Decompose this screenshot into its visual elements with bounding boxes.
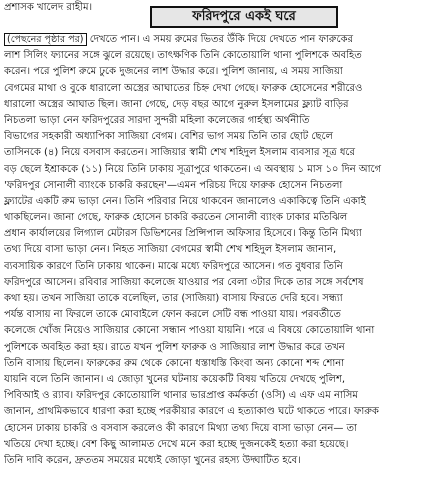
article-line: ফরিদপুরে আসেন। রবিবার সাজিয়া কলেজে যাওয়ার পর বেলা ৩টার দিকে তার সঙ্গে সর্বশেষ — [4, 276, 364, 288]
article-line: পুলিশকে অবহিত করা হয়। রাতে যখন পুলিশ ফারুক ও সাজিয়ার লাশ উদ্ধার করে তখন — [4, 341, 345, 353]
article-line: থাকছিলেন। জানা গেছে, ফারুক হোসেন চাকরি করতেন সোনালী ব্যাংক ঢাকার মতিঝিল — [4, 212, 348, 224]
byline: প্রশাসক খালেদ রাহীম। — [4, 2, 93, 13]
article-line: তাসিনকে (৪) নিয়ে বসবাস করতেন। সাজিয়ার স্বামী শেখ শহিদুল ইসলাম ব্যবসার সূত্র ধরে — [4, 147, 355, 159]
article-line-text: দেখতে পান। এ সময় রুমের ভিতর উঁকি দিয়ে দেখতে পান ফারুকের — [86, 34, 353, 45]
article-line: ধারালো অস্ত্রের আঘাত ছিল। জানা গেছে, দেড় বছর আগে নুরুল ইসলামের ফ্ল্যাট বাড়ির — [4, 98, 349, 110]
article-line: বড় ছেলে ইশ্রাককে (১১) নিয়ে তিনি ঢাকায় সূত্রাপুরে থাকতেন। এ অবস্থায় ১ মাস ১০ দিন আগে — [4, 163, 382, 175]
article-line: ব্যবসায়িক কারণে তিনি ঢাকায় থাকেন। মাঝে মধ্যে ফরিদপুরে আসেন। গত বুধবার তিনি — [4, 260, 343, 272]
article-line: জানান, প্রাথমিকভাবে ধারণা করা হচ্ছে পরকীয়ার কারণে এ হত্যাকাণ্ড ঘটে থাকতে পারে। ফারুক — [4, 406, 379, 418]
article-line: বিভাগের সহকারী অধ্যাপিকা সাজিয়া বেগম। বেশির ভাগ সময় তিনি তার ছোট ছেলে — [4, 131, 333, 143]
article-line: তিনি দাবি করেন, দ্রুততম সময়ের মধ্যেই জোড়া খুনের রহস্য উদ্ঘাটিত হবে। — [4, 454, 301, 466]
article-line: লাশ সিলিং ফ্যানের সঙ্গে ঝুলে রয়েছে। তাৎক্ষণিক তিনি কোতোয়ালি থানা পুলিশকে অবহিত — [4, 50, 362, 62]
article-line: বেগমের মাথা ও বুকে ধারালো অস্ত্রের আঘাতের চিহ্ন দেখা গেছে। ফারুক হোসেনের শরীরেও — [4, 82, 363, 94]
article-line: নিচতলা ভাড়া নেন ফরিদপুরের সারদা সুন্দরী মহিলা কলেজের গার্হস্থ্য অর্থনীতি — [4, 114, 310, 126]
article-line: পর্যন্ত বাসায় না ফিরলে তাকে মোবাইলে ফোন করলে সেটি বন্ধ পাওয়া যায়। পরবর্তীতে — [4, 309, 341, 321]
article-line: 'ফরিদপুর সোনালী ব্যাংকে চাকরি করছেন'—এমন পরিচয় দিয়ে ফারুক হোসেন নিচতলা — [4, 179, 343, 191]
article-line: যায়নি বলে তিনি জানান। এ জোড়া খুনের ঘটনায় কয়েকটি বিষয় খতিয়ে দেখছে পুলিশ, — [4, 373, 346, 385]
article-line — [4, 32, 437, 48]
article-body — [4, 32, 437, 469]
article-line: করেন। পরে পুলিশ রুমে ঢুকে দুজনের লাশ উদ্ধার করে। পুলিশ জানায়, এ সময় সাজিয়া — [4, 66, 343, 78]
article-line: ফ্ল্যাটের একটি রুম ভাড়া নেন। তিনি পরিবার নিয়ে থাকবেন জানালেও একাকিত্বে তিনি একাই — [4, 195, 366, 207]
article-line: হোসেন ঢাকায় চাকরি ও বসবাস করলেও কী কারণে মিথ্যা তথ্য দিয়ে বাসা ভাড়া নেন— তা — [4, 422, 357, 434]
continued-label: (পেছনের পৃষ্ঠার পর) — [4, 33, 87, 46]
article-line: পিবিআই ও র‌্যাব। ফরিদপুর কোতোয়ালি থানার ভারপ্রাপ্ত কর্মকর্তা (ওসি) এ এফ এম নাসিম — [4, 390, 358, 402]
article-line: কলেজে খোঁজ নিয়েও সাজিয়ার কোনো সন্ধান পাওয়া যায়নি। পরে এ বিষয়ে কোতোয়ালি থানা — [4, 325, 375, 337]
article-line: তিনি বাসায় ছিলেন। ফারুকের রুম থেকে কোনো ধস্তাধস্তি কিংবা অন্য কোনো শব্দ শোনা — [4, 357, 345, 369]
headline: ফরিদপুরে একই ঘরে — [150, 6, 338, 28]
article-line: তথ্য দিয়ে বাসা ভাড়া নেন। নিহত সাজিয়া বেগমের স্বামী শেখ শহিদুল ইসলাম জানান, — [4, 244, 337, 256]
article-line: প্রধান কার্যালয়ের লিগ্যাল মেটারস ডিভিশনের প্রিন্সিপাল অফিসার হিসেবে। কিন্তু তিনি মিথ্যা — [4, 228, 362, 240]
article-line: খতিয়ে দেখা হচ্ছে। বেশ কিছু আলামত দেখে মনে করা হচ্ছে দুজনকেই হত্যা করা হয়েছে। — [4, 438, 349, 450]
article-line: কথা হয়। তখন সাজিয়া তাকে বলেছিল, তার (সাজিয়া) বাসায় ফিরতে দেরি হবে। সন্ধ্যা — [4, 293, 343, 304]
